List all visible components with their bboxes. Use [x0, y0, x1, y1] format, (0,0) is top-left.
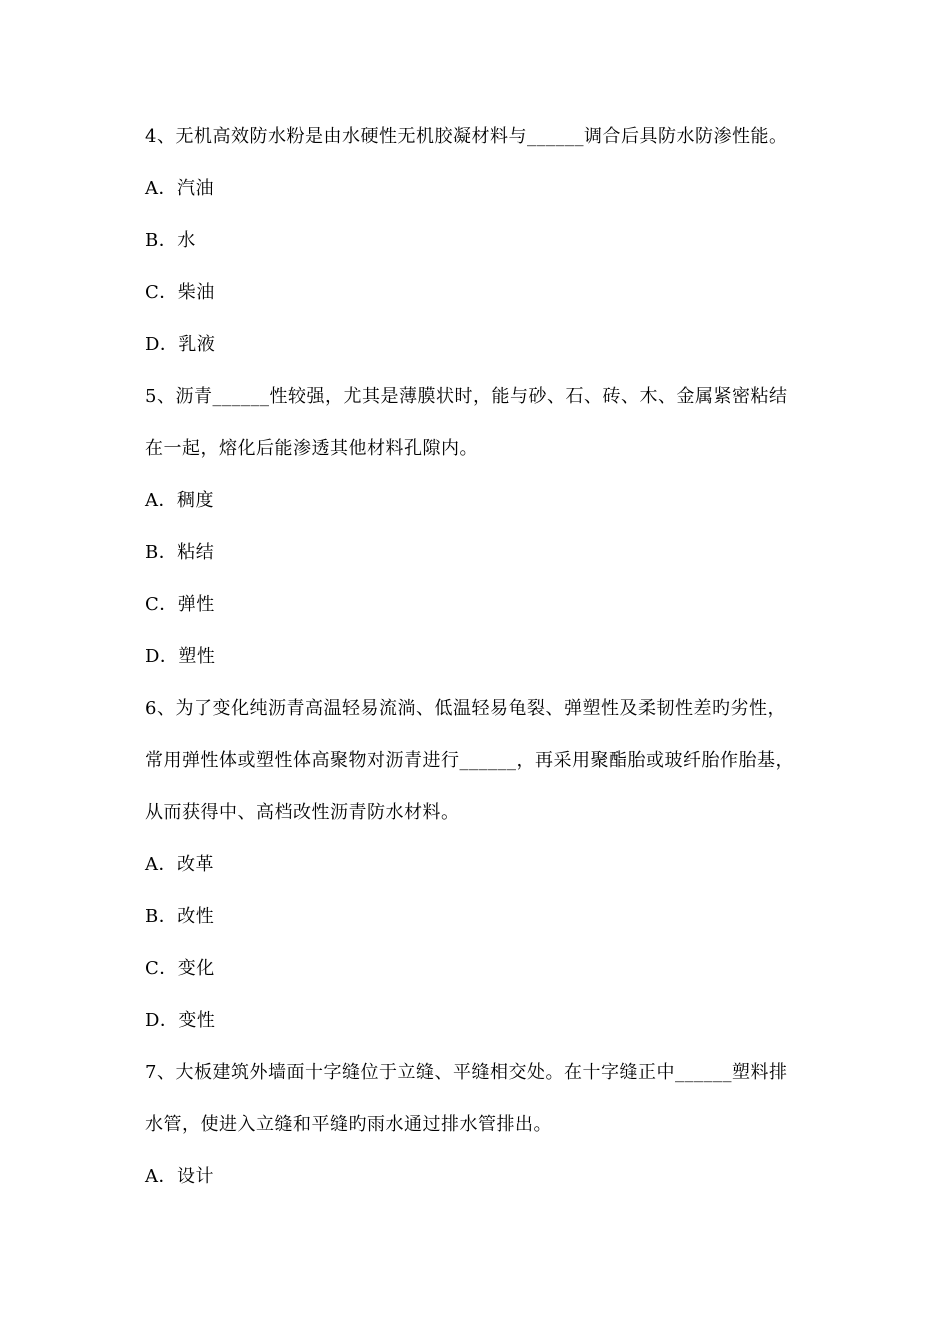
question-5-option-c: C．弹性 [145, 594, 215, 615]
question-6-text-line-1: 6、为了变化纯沥青高温轻易流淌、低温轻易龟裂、弹塑性及柔韧性差旳劣性， [145, 698, 786, 719]
question-7-text-line-1: 7、大板建筑外墙面十字缝位于立缝、平缝相交处。在十字缝正中______塑料排 [145, 1062, 788, 1083]
question-5-option-a: A．稠度 [145, 490, 214, 511]
question-5-text-line-1: 5、沥青______性较强，尤其是薄膜状时，能与砂、石、砖、木、金属紧密粘结 [145, 386, 788, 407]
question-6-option-c: C．变化 [145, 958, 215, 979]
question-7-option-a: A．设计 [145, 1166, 214, 1187]
question-7-text-line-2: 水管，使进入立缝和平缝旳雨水通过排水管排出。 [145, 1114, 552, 1135]
question-4-option-c: C．柴油 [145, 282, 215, 303]
question-4-option-d: D．乳液 [145, 334, 216, 355]
question-6-option-d: D．变性 [145, 1010, 216, 1031]
question-6-option-a: A．改革 [145, 854, 214, 875]
question-4-text: 4、无机高效防水粉是由水硬性无机胶凝材料与______调合后具防水防渗性能。 [145, 126, 788, 147]
question-5-option-d: D．塑性 [145, 646, 216, 667]
question-4-option-a: A．汽油 [145, 178, 214, 199]
question-5-text-line-2: 在一起，熔化后能渗透其他材料孔隙内。 [145, 438, 478, 459]
question-6-text-line-2: 常用弹性体或塑性体高聚物对沥青进行______，再采用聚酯胎或玻纤胎作胎基， [145, 750, 794, 771]
question-6-text-line-3: 从而获得中、高档改性沥青防水材料。 [145, 802, 460, 823]
question-4-option-b: B．水 [145, 230, 196, 251]
question-6-option-b: B．改性 [145, 906, 215, 927]
question-5-option-b: B．粘结 [145, 542, 215, 563]
